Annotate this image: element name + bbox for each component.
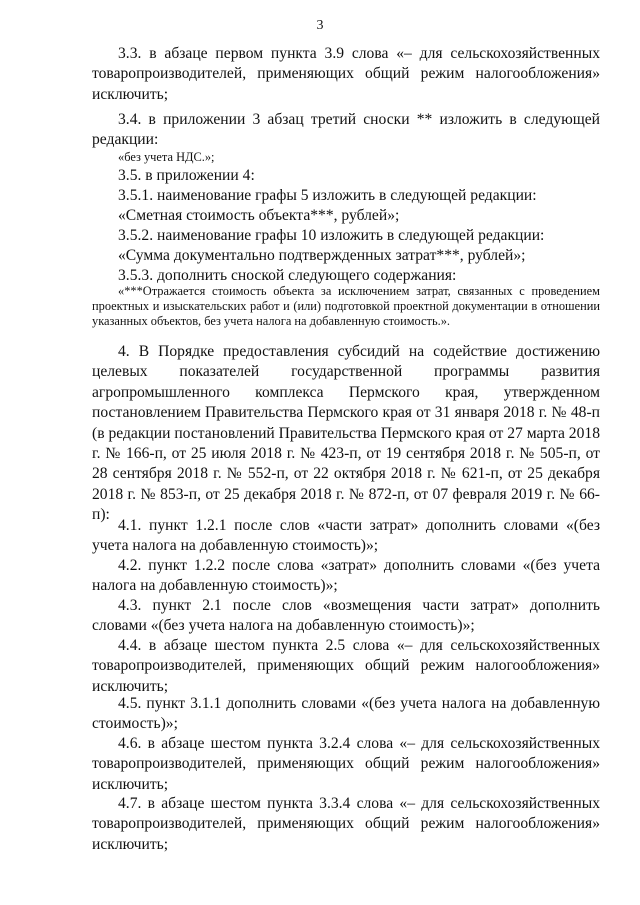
paragraph-4-3: 4.3. пункт 2.1 после слов «возмещения части затрат» дополнить словами «(без учета налога на добавленную стоимость)»; [92, 597, 600, 635]
paragraph-3-5-1: 3.5.1. наименование графы 5 изложить в следующей редакции: [118, 187, 537, 204]
paragraph-3-4-quote: «без учета НДС.»; [118, 150, 215, 164]
paragraph-3-5-3: 3.5.3. дополнить сноской следующего содержания: [118, 267, 457, 284]
paragraph-4: 4. В Порядке предоставления субсидий на содействие достижению целевых показателей государственной программы развития агропромышленного комплекса Пермского края, утвержденном постановлением Правительства Пермского края от 31 января 2018 г. № 48-п (в редакции постановлений Правительства Пермского края от 27 марта 2018 г. № 166-п, от 25 июля 2018 г. № 423-п, от 19 сентября 2018 г. № 505-п, от 28 сентября 2018 г. № 552-п, от 22 октября 2018 г. № 621-п, от 25 декабря 2018 г. № 853-п, от 25 декабря 2018 г. № 872-п, от 07 февраля 2019 г. № 66-п): [92, 343, 600, 524]
paragraph-4-5: 4.5. пункт 3.1.1 дополнить словами «(без учета налога на добавленную стоимость)»; [92, 695, 600, 733]
footnote-quote: «***Отражается стоимость объекта за исключением затрат, связанных с проведением проектных и изыскательских работ и (или) подготовкой проектной документации в отношении указанных объектов, без учета налога на добавленную стоимость.». [92, 284, 600, 329]
paragraph-3-4: 3.4. в приложении 3 абзац третий сноски ** изложить в следующей редакции: [92, 111, 600, 149]
paragraph-3-5: 3.5. в приложении 4: [118, 167, 255, 184]
paragraph-4-2: 4.2. пункт 1.2.2 после слова «затрат» дополнить словами «(без учета налога на добавленную стоимость)»; [92, 557, 600, 595]
paragraph-4-7: 4.7. в абзаце шестом пункта 3.3.4 слова «– для сельскохозяйственных товаропроизводителей, применяющих общий режим налогообложения» исключить; [92, 795, 600, 853]
paragraph-3-3: 3.3. в абзаце первом пункта 3.9 слова «– для сельскохозяйственных товаропроизводителей, применяющих общий режим налогообложения» исключить; [92, 45, 600, 103]
paragraph-4-4: 4.4. в абзаце шестом пункта 2.5 слова «– для сельскохозяйственных товаропроизводителей, применяющих общий режим налогообложения» исключить; [92, 637, 600, 695]
paragraph-4-6: 4.6. в абзаце шестом пункта 3.2.4 слова «– для сельскохозяйственных товаропроизводителей, применяющих общий режим налогообложения» исключить; [92, 735, 600, 793]
paragraph-3-5-2: 3.5.2. наименование графы 10 изложить в следующей редакции: [118, 227, 545, 244]
paragraph-4-1: 4.1. пункт 1.2.1 после слов «части затрат» дополнить словами «(без учета налога на добавленную стоимость)»; [92, 517, 600, 555]
paragraph-3-5-2-quote: «Сумма документально подтвержденных затрат***, рублей»; [118, 247, 526, 264]
paragraph-3-5-1-quote: «Сметная стоимость объекта***, рублей»; [118, 207, 400, 224]
page-number: 3 [316, 18, 324, 33]
